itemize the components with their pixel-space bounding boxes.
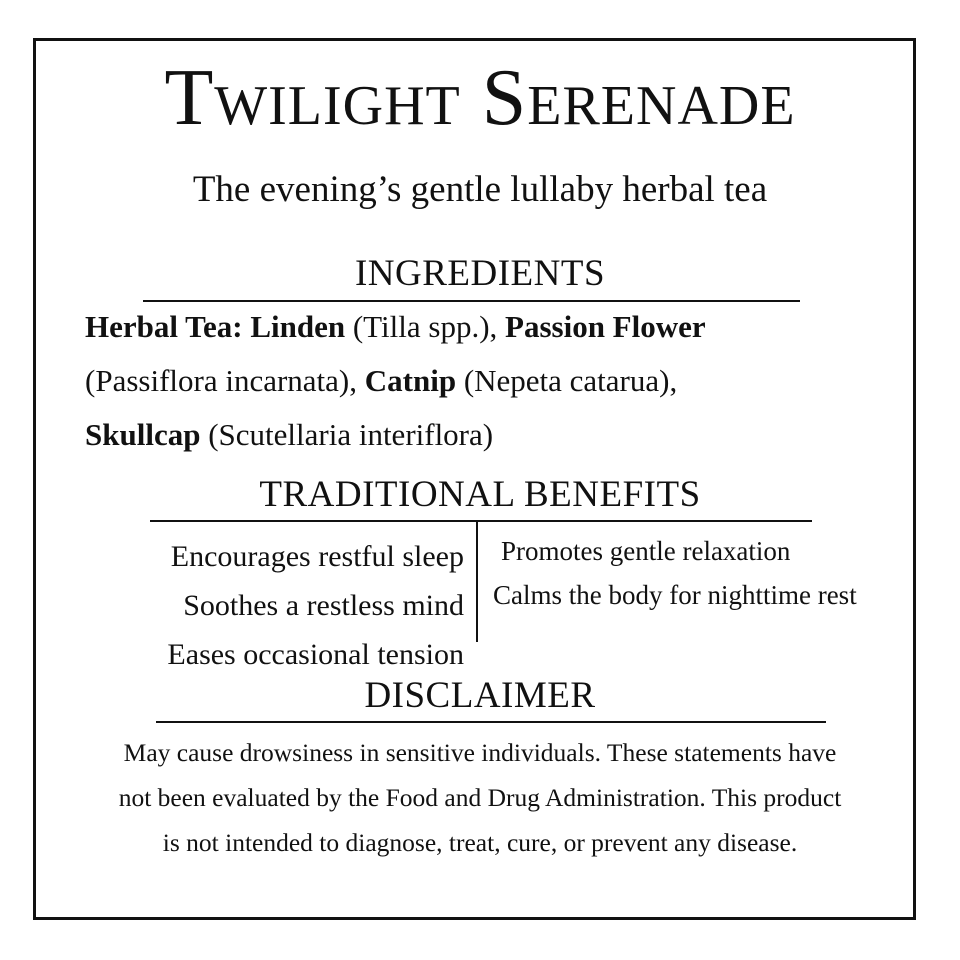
benefits-divider (150, 520, 812, 522)
benefit-item: Calms the body for nighttime rest (493, 580, 857, 610)
benefit-item: Soothes a restless mind (183, 589, 464, 622)
benefit-item: Eases occasional tension (167, 638, 464, 671)
ingredient-text: (Tilla spp.), (345, 309, 506, 344)
ingredient-bold: Herbal Tea: Linden (85, 309, 346, 344)
product-subtitle: The evening’s gentle lullaby herbal tea (192, 169, 768, 210)
disclaimer-text: May cause drowsiness in sensitive individuals. These statements have not been evaluated by the Food and Drug Administration. This product is not intended to diagnose, treat, cure, or prevent any disease. (118, 738, 842, 857)
ingredient-bold: Passion Flower (505, 309, 706, 344)
ingredients-text (85, 300, 885, 462)
benefits-heading: TRADITIONAL BENEFITS (259, 474, 701, 515)
benefit-item: Promotes gentle relaxation (501, 536, 791, 566)
benefits-left-column (80, 532, 464, 679)
disclaimer-divider (156, 721, 826, 723)
benefit-item: Encourages restful sleep (170, 540, 464, 573)
ingredient-text: (Nepeta catarua), (456, 363, 678, 398)
product-title: Twilight Serenade (164, 54, 796, 142)
ingredients-heading: INGREDIENTS (354, 253, 606, 294)
ingredient-text: (Passiflora incarnata), (85, 363, 365, 398)
ingredient-bold: Skullcap (85, 417, 201, 452)
benefits-right-column (493, 529, 893, 617)
ingredient-text: (Scutellaria interiflora) (200, 417, 494, 452)
benefits-column-divider (476, 522, 478, 642)
disclaimer-heading: DISCLAIMER (364, 675, 596, 716)
ingredient-bold: Catnip (364, 363, 457, 398)
